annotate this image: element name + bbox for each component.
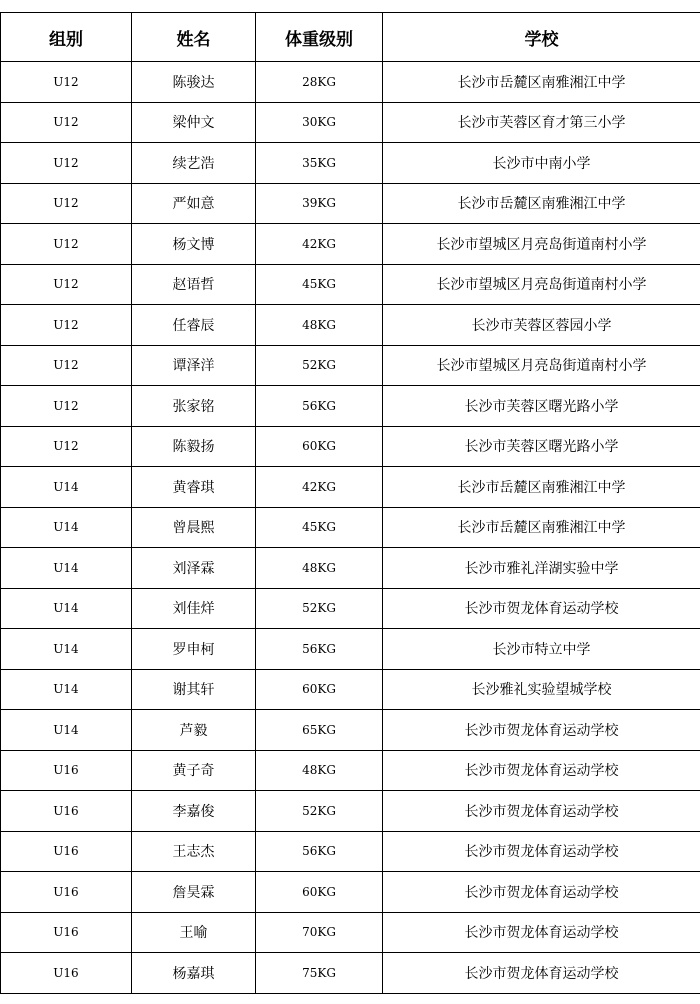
cell-name: 王喻 [132, 912, 256, 953]
cell-name: 杨嘉琪 [132, 953, 256, 994]
cell-group: U12 [1, 224, 132, 265]
table-row [1, 710, 700, 751]
header-group: 组别 [1, 13, 132, 62]
cell-name: 罗申柯 [132, 629, 256, 670]
cell-name: 杨文博 [132, 224, 256, 265]
cell-group: U12 [1, 62, 132, 103]
cell-group: U12 [1, 102, 132, 143]
cell-school: 长沙市岳麓区南雅湘江中学 [383, 62, 700, 103]
cell-school: 长沙市岳麓区南雅湘江中学 [383, 183, 700, 224]
cell-school: 长沙市贺龙体育运动学校 [383, 588, 700, 629]
cell-name: 李嘉俊 [132, 791, 256, 832]
cell-group: U12 [1, 386, 132, 427]
cell-weight: 45KG [256, 507, 383, 548]
cell-group: U16 [1, 912, 132, 953]
cell-name: 曾晨熙 [132, 507, 256, 548]
cell-school: 长沙市中南小学 [383, 143, 700, 184]
cell-school: 长沙市贺龙体育运动学校 [383, 831, 700, 872]
cell-group: U14 [1, 710, 132, 751]
cell-name: 梁仲文 [132, 102, 256, 143]
cell-school: 长沙市贺龙体育运动学校 [383, 710, 700, 751]
cell-school: 长沙市岳麓区南雅湘江中学 [383, 467, 700, 508]
cell-name: 任睿辰 [132, 305, 256, 346]
cell-weight: 56KG [256, 386, 383, 427]
cell-weight: 60KG [256, 872, 383, 913]
cell-name: 张家铭 [132, 386, 256, 427]
cell-group: U16 [1, 750, 132, 791]
table-row [1, 183, 700, 224]
table-row [1, 386, 700, 427]
cell-weight: 28KG [256, 62, 383, 103]
cell-group: U16 [1, 953, 132, 994]
cell-group: U14 [1, 588, 132, 629]
cell-weight: 65KG [256, 710, 383, 751]
cell-weight: 75KG [256, 953, 383, 994]
cell-name: 谭泽洋 [132, 345, 256, 386]
table-row [1, 507, 700, 548]
cell-weight: 42KG [256, 224, 383, 265]
cell-group: U14 [1, 629, 132, 670]
cell-school: 长沙市特立中学 [383, 629, 700, 670]
cell-name: 陈毅扬 [132, 426, 256, 467]
roster-table [0, 12, 700, 994]
table-row [1, 305, 700, 346]
cell-name: 刘泽霖 [132, 548, 256, 589]
cell-school: 长沙市芙蓉区育才第三小学 [383, 102, 700, 143]
table-row [1, 102, 700, 143]
cell-name: 黄子奇 [132, 750, 256, 791]
cell-name: 詹昊霖 [132, 872, 256, 913]
cell-group: U12 [1, 183, 132, 224]
cell-school: 长沙市贺龙体育运动学校 [383, 912, 700, 953]
cell-school: 长沙雅礼实验望城学校 [383, 669, 700, 710]
table-row [1, 224, 700, 265]
table-header-row [1, 13, 700, 62]
cell-school: 长沙市芙蓉区蓉园小学 [383, 305, 700, 346]
header-weight: 体重级别 [256, 13, 383, 62]
cell-school: 长沙市望城区月亮岛街道南村小学 [383, 264, 700, 305]
cell-school: 长沙市贺龙体育运动学校 [383, 872, 700, 913]
table-row [1, 143, 700, 184]
table-row [1, 872, 700, 913]
cell-weight: 48KG [256, 750, 383, 791]
cell-group: U12 [1, 345, 132, 386]
cell-name: 芦毅 [132, 710, 256, 751]
cell-group: U14 [1, 507, 132, 548]
cell-weight: 45KG [256, 264, 383, 305]
cell-group: U12 [1, 264, 132, 305]
cell-school: 长沙市贺龙体育运动学校 [383, 953, 700, 994]
cell-name: 刘佳烊 [132, 588, 256, 629]
cell-name: 赵语哲 [132, 264, 256, 305]
cell-school: 长沙市芙蓉区曙光路小学 [383, 386, 700, 427]
cell-school: 长沙市芙蓉区曙光路小学 [383, 426, 700, 467]
table-row [1, 831, 700, 872]
table-row [1, 588, 700, 629]
table-row [1, 912, 700, 953]
cell-school: 长沙市雅礼洋湖实验中学 [383, 548, 700, 589]
cell-name: 续艺浩 [132, 143, 256, 184]
table-row [1, 791, 700, 832]
cell-group: U16 [1, 791, 132, 832]
table-row [1, 750, 700, 791]
cell-school: 长沙市岳麓区南雅湘江中学 [383, 507, 700, 548]
cell-group: U16 [1, 831, 132, 872]
table-body [1, 62, 700, 994]
table-row [1, 669, 700, 710]
table-row [1, 953, 700, 994]
cell-school: 长沙市贺龙体育运动学校 [383, 750, 700, 791]
cell-group: U12 [1, 426, 132, 467]
cell-school: 长沙市望城区月亮岛街道南村小学 [383, 224, 700, 265]
cell-weight: 48KG [256, 548, 383, 589]
cell-name: 王志杰 [132, 831, 256, 872]
cell-group: U14 [1, 467, 132, 508]
cell-weight: 52KG [256, 588, 383, 629]
cell-group: U12 [1, 305, 132, 346]
cell-weight: 48KG [256, 305, 383, 346]
cell-weight: 35KG [256, 143, 383, 184]
table-row [1, 426, 700, 467]
cell-group: U14 [1, 548, 132, 589]
cell-name: 严如意 [132, 183, 256, 224]
cell-weight: 52KG [256, 345, 383, 386]
header-school: 学校 [383, 13, 700, 62]
table-row [1, 467, 700, 508]
table-row [1, 62, 700, 103]
table-row [1, 264, 700, 305]
header-name: 姓名 [132, 13, 256, 62]
cell-weight: 52KG [256, 791, 383, 832]
cell-school: 长沙市贺龙体育运动学校 [383, 791, 700, 832]
cell-weight: 60KG [256, 669, 383, 710]
cell-name: 陈骏达 [132, 62, 256, 103]
table-row [1, 629, 700, 670]
cell-name: 谢其轩 [132, 669, 256, 710]
cell-weight: 56KG [256, 831, 383, 872]
cell-weight: 60KG [256, 426, 383, 467]
cell-group: U14 [1, 669, 132, 710]
cell-weight: 42KG [256, 467, 383, 508]
cell-weight: 39KG [256, 183, 383, 224]
cell-weight: 70KG [256, 912, 383, 953]
cell-weight: 56KG [256, 629, 383, 670]
cell-weight: 30KG [256, 102, 383, 143]
cell-school: 长沙市望城区月亮岛街道南村小学 [383, 345, 700, 386]
cell-name: 黄睿琪 [132, 467, 256, 508]
table-row [1, 345, 700, 386]
table-row [1, 548, 700, 589]
cell-group: U12 [1, 143, 132, 184]
cell-group: U16 [1, 872, 132, 913]
